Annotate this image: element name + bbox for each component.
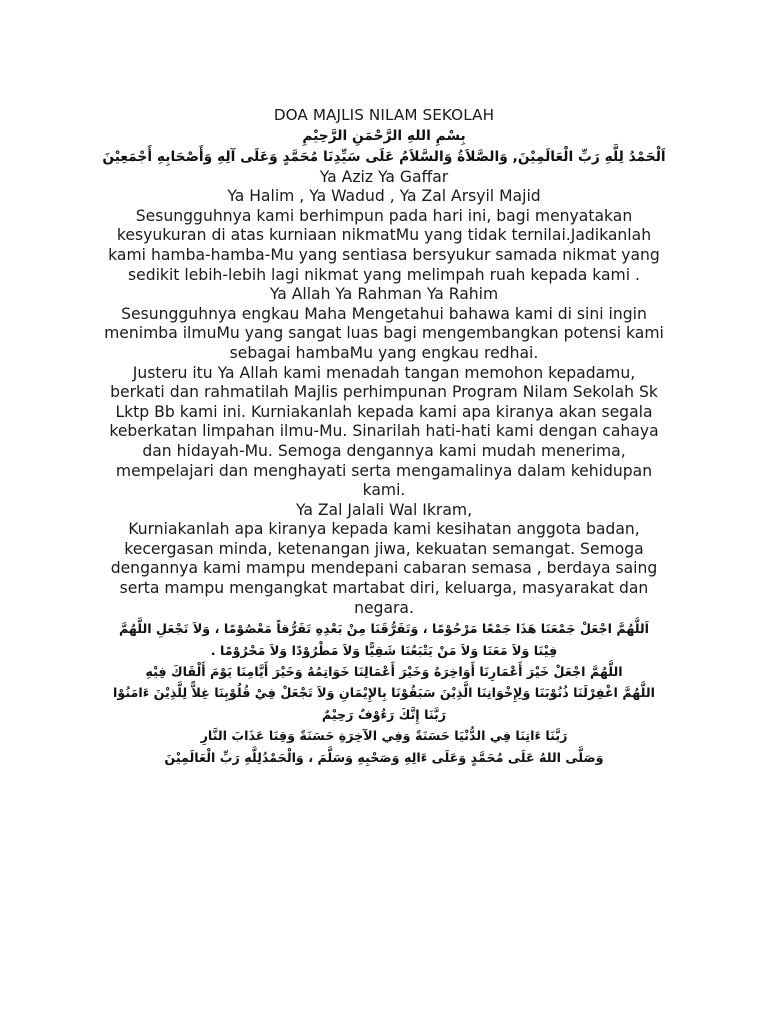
invocation-jalali: Ya Zal Jalali Wal Ikram, — [295, 500, 473, 519]
invocation-halim: Ya Halim , Ya Wadud , Ya Zal Arsyil Majid — [227, 187, 541, 206]
arabic-line: رَبَّنَا إِنَّكَ رَءُوْفٌ رَحِيْمٌ — [321, 706, 447, 722]
invocation-aziz: Ya Aziz Ya Gaffar — [319, 167, 449, 186]
text-line: sebagai hambaMu yang engkau redhai. — [229, 343, 539, 362]
text-line: sedikit lebih-lebih lagi nikmat yang melimpah ruah kepada kami . — [127, 265, 640, 284]
text-line: serta mampu mengangkat martabat diri, keluarga, masyarakat dan — [119, 579, 649, 598]
arabic-line: اللَّهُمَّ اغْفِرْلَنَا ذُنُوْبَنَا وَلِإِخْوَانِنَا الَّذِيْنَ سَبَقُوْنَا بِالإِيْمَانِ وَلاَ تَجْعَلْ فِيْ قُلُوْبِنَا غِلاًّ لِلَّذِيْنَ ءَامَنُوْا — [113, 685, 655, 701]
text-line: kesyukuran di atas kurniaan nikmatMu yang tidak ternilai.Jadikanlah — [116, 226, 652, 245]
text-line: kami hamba-hamba-Mu yang sentiasa bersyukur samada nikmat yang — [108, 245, 660, 264]
text-line: mempelajari dan menghayati serta mengamalinya dalam kehidupan — [115, 461, 653, 480]
basmalah-line: بِسْمِ اللهِ الرَّحْمَنِ الرَّحِيْمِ — [302, 127, 466, 144]
text-line: menimba ilmuMu yang sangat luas bagi mengembangkan potensi kami — [104, 324, 664, 343]
invocation-rahman: Ya Allah Ya Rahman Ya Rahim — [269, 285, 499, 304]
document-page — [60, 106, 708, 768]
text-line: berkati dan rahmatilah Majlis perhimpunan Program Nilam Sekolah Sk — [110, 383, 658, 402]
text-line: kami. — [362, 481, 406, 500]
arabic-line: وَصَلَّى اللهُ عَلَى مُحَمَّدٍ وَعَلَى ءَالِهِ وَصَحْبِهِ وَسَلَّمَ ، وَالْحَمْدُلِلَّهِ رَبِّ الْعَالَمِيْنَ — [164, 749, 604, 765]
text-line: keberkatan limpahan ilmu-Mu. Sinarilah hati-hati kami dengan cahaya — [109, 422, 659, 441]
text-line: kecergasan minda, ketenangan jiwa, kekuatan semangat. Semoga — [124, 539, 644, 558]
text-line: Sesungguhnya engkau Maha Mengetahui bahawa kami di sini ingin — [121, 304, 647, 323]
paragraph-gratitude — [60, 207, 708, 285]
text-line: dengannya kami mampu mendepani cabaran semasa , berdaya saing — [110, 559, 658, 578]
arabic-line: رَبَّنَا ءَاتِنَا فِي الدُّنْيَا حَسَنَةً وَفِي الآخِرَةِ حَسَنَةً وَقِنَا عَذَابَ النَّارِ — [200, 728, 568, 744]
hamdalah-line: اَلْحَمْدُ لِلَّهِ رَبِّ الْعَالَمِيْنَ, وَالصَّلاَةُ وَالسَّلاَمُ عَلَى سَيِّدِنَا مُحَمَّدٍ وَعَلَى آلِهِ وَأَصْحَابِهِ أَجْمَعِيْنَ — [102, 148, 666, 165]
text-line: Kurniakanlah apa kiranya kepada kami kesihatan anggota badan, — [128, 520, 640, 539]
paragraph-health — [60, 520, 708, 618]
paragraph-blessing — [60, 364, 708, 501]
text-line: Justeru itu Ya Allah kami menadah tangan memohon kepadamu, — [132, 363, 636, 382]
text-line: negara. — [354, 598, 414, 617]
arabic-closing-prayer — [60, 618, 708, 768]
text-line: Sesungguhnya kami berhimpun pada hari ini, bagi menyatakan — [135, 206, 633, 225]
arabic-line: فِيْنَا وَلاَ مَعَنَا وَلاَ مَنْ يَتْبَعُنَا شَقِيًّا وَلاَ مَطْرُوْدًا وَلاَ مَحْرُوْمًا . — [210, 642, 558, 658]
text-line: dan hidayah-Mu. Semoga dengannya kami mudah menerima, — [142, 441, 626, 460]
document-title: DOA MAJLIS NILAM SEKOLAH — [273, 106, 495, 124]
text-line: Lktp Bb kami ini. Kurniakanlah kepada kami apa kiranya akan segala — [115, 402, 653, 421]
arabic-line: اَللَّهُمَّ اجْعَلْ جَمْعَنَا هَذَا جَمْعًا مَرْحُوْمًا ، وَتَفَرُّقَنَا مِنْ بَعْدِهِ تَفَرُّقاً مَعْصُوْمًا ، وَلاَ تَجْعَلِ اللَّهُمَّ — [118, 621, 649, 637]
arabic-line: اللَّهُمَّ اجْعَلْ خَيْرَ أَعْمَارِنَا أَوَاخِرَهُ وَخَيْرَ أَعْمَالِنَا خَوَاتِمُهُ وَخَيْرَ أَيَّامِنَا يَوْمَ أَلْقَاكَ فِيْهِ — [145, 664, 623, 680]
paragraph-knowledge — [60, 305, 708, 364]
